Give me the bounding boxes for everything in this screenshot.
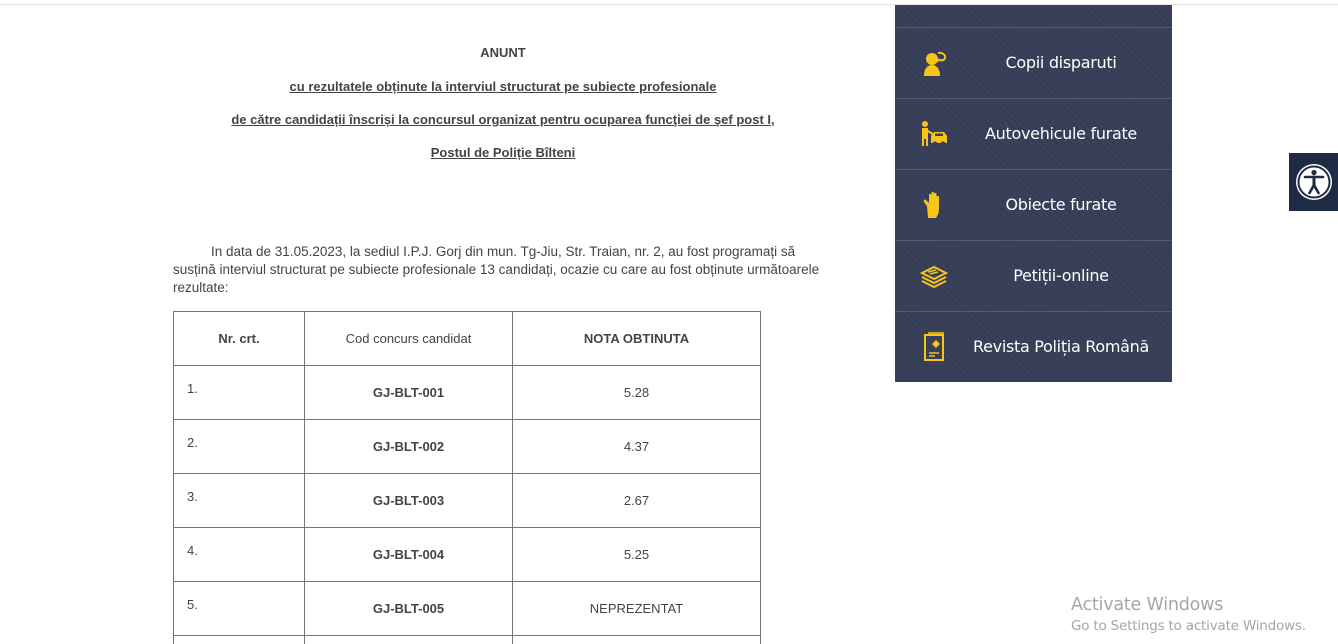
sidebar-item-label: Petiții-online — [1013, 266, 1109, 285]
sidebar-item-autovehicule-furate[interactable] — [895, 99, 1172, 170]
row-grade: NEPREZENTAT — [513, 582, 761, 636]
watermark-title: Activate Windows — [1071, 595, 1224, 615]
hand-icon — [919, 190, 949, 220]
table-row — [174, 528, 761, 582]
announcement-intro — [173, 243, 823, 297]
announcement-subtitle-3: Postul de Poliție Bîlteni — [430, 145, 576, 160]
activate-windows-watermark — [1071, 594, 1333, 636]
header-nr-crt: Nr. crt. — [174, 312, 305, 366]
table-header-row — [174, 312, 761, 366]
sidebar-item-label: Revista Poliția Română — [973, 337, 1149, 356]
table-row — [174, 636, 761, 644]
announcement-intro-text: In data de 31.05.2023, la sediul I.P.J. Gorj din mun. Tg-Jiu, Str. Traian, nr. 2, au fost programați să susțină interviul structurat pe subiecte profesionale 13 candidați, ocazie cu care au fost obținute următoarele rezultate: — [173, 244, 820, 295]
row-grade: 4.37 — [513, 420, 761, 474]
sidebar-menu — [895, 5, 1172, 382]
announcement-subtitle-1: cu rezultatele obținute la interviul structurat pe subiecte profesionale — [289, 79, 717, 94]
sidebar-item-petitii-online[interactable] — [895, 241, 1172, 312]
sidebar-item-obiecte-furate[interactable] — [895, 170, 1172, 241]
row-code: GJ-BLT-001 — [305, 366, 513, 420]
sidebar-item-revista-politia-romana[interactable] — [895, 312, 1172, 382]
announcement-subtitle-2: de către candidații înscriși la concursul organizat pentru ocuparea funcţiei de şef post I, — [231, 112, 775, 127]
sidebar-item-label: Autovehicule furate — [985, 124, 1137, 143]
car-thief-icon — [919, 119, 949, 149]
row-code — [305, 636, 513, 644]
row-grade: 5.28 — [513, 366, 761, 420]
row-code: GJ-BLT-005 — [305, 582, 513, 636]
row-nr — [174, 636, 305, 644]
row-nr: 1. — [174, 366, 305, 420]
header-nota-obtinuta: NOTA OBTINUTA — [513, 312, 761, 366]
sidebar-item-copii-disparuti[interactable] — [895, 28, 1172, 99]
documents-stack-icon — [919, 261, 949, 291]
table-row — [174, 582, 761, 636]
table-row — [174, 474, 761, 528]
results-table — [173, 311, 761, 644]
table-row — [174, 366, 761, 420]
sidebar-item-label: Copii disparuti — [1005, 53, 1117, 72]
row-nr: 2. — [174, 420, 305, 474]
sidebar-item-partial[interactable] — [895, 5, 1172, 28]
row-code: GJ-BLT-002 — [305, 420, 513, 474]
watermark-subtitle: Go to Settings to activate Windows. — [1071, 618, 1306, 634]
row-nr: 5. — [174, 582, 305, 636]
row-nr: 4. — [174, 528, 305, 582]
row-code: GJ-BLT-004 — [305, 528, 513, 582]
row-grade — [513, 636, 761, 644]
announcement-title: ANUNT — [480, 45, 526, 60]
sidebar-item-label: Obiecte furate — [1005, 195, 1117, 214]
child-silhouette-icon — [919, 48, 949, 78]
table-row — [174, 420, 761, 474]
row-grade: 5.25 — [513, 528, 761, 582]
header-cod-candidat: Cod concurs candidat — [305, 312, 513, 366]
accessibility-button[interactable] — [1289, 153, 1338, 211]
accessibility-icon — [1294, 159, 1334, 205]
row-nr: 3. — [174, 474, 305, 528]
row-grade: 2.67 — [513, 474, 761, 528]
row-code: GJ-BLT-003 — [305, 474, 513, 528]
magazine-icon — [919, 332, 949, 362]
